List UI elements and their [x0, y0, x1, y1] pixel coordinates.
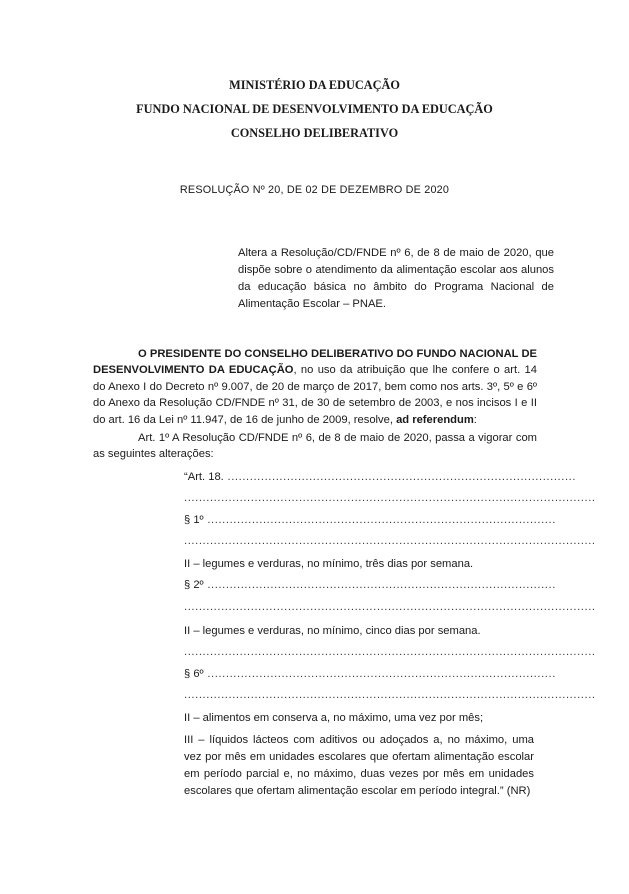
header-fund: FUNDO NACIONAL DE DESENVOLVIMENTO DA EDUCAÇÃO	[136, 102, 493, 116]
preamble-bold-lead: O PRESIDENTE DO CONSELHO DELIBERATIVO DO FUNDO NACIONAL DE DESENVOLVIMENTO DA EDUCAÇÃO	[93, 348, 537, 377]
preamble-text: , no uso da atribuição que lhe confere o art. 14 do Anexo I do Decreto nº 9.007, de 20 de março de 2017, bem como nos arts. 3º, 5º e 6º do Anexo da Resolução CD/FNDE nº 31, de 30 de setembro de 2003, e nos incisos I e II do art. 16 da Lei nº 11.947, de 16 de junho de 2009, resolve,	[93, 364, 537, 426]
preamble	[93, 346, 537, 428]
article-1-text: Art. 1º A Resolução CD/FNDE nº 6, de 8 de maio de 2020, passa a vigorar com as seguintes alterações:	[93, 432, 537, 461]
header-council: CONSELHO DELIBERATIVO	[230, 126, 399, 140]
par-6-item-2: II – alimentos em conserva a, no máximo, uma vez por mês;	[184, 712, 484, 724]
par-1-item-2: II – legumes e verduras, no mínimo, três dias por semana.	[184, 558, 474, 570]
par-6-label: § 6º	[184, 668, 204, 680]
par-2-item-2: II – legumes e verduras, no mínimo, cinco dias por semana.	[184, 625, 481, 637]
art-18-line: “Art. 18. ..............................................................................................	[184, 471, 577, 483]
par-2-line: § 2º ..............................................................................................	[184, 579, 556, 591]
document-header	[0, 73, 629, 145]
article-1	[93, 430, 537, 463]
resolution-title: RESOLUÇÃO Nº 20, DE 02 DE DEZEMBRO DE 2020	[179, 184, 450, 196]
par-6-item-3: III – líquidos lácteos com aditivos ou adoçados a, no máximo, uma vez por mês em unidades escolares que ofertam alimentação escolar em período parcial e, no máximo, duas vezes por mês em unidades escolares que ofertam alimentação escolar em período integral.” (NR)	[184, 734, 534, 797]
preamble-end: :	[473, 413, 477, 426]
dotted-line: ...............................................................................................................	[184, 601, 596, 613]
dotted-line: ...............................................................................................................	[184, 535, 596, 547]
par-6-line: § 6º ..............................................................................................	[184, 668, 556, 680]
par-1-line: § 1º ..............................................................................................	[184, 514, 556, 526]
par-1-label: § 1º	[184, 514, 204, 526]
dotted-line: ...............................................................................................................	[184, 492, 596, 504]
dotted-line: ...............................................................................................................	[184, 646, 596, 658]
header-ministry: MINISTÉRIO DA EDUCAÇÃO	[229, 78, 400, 92]
ementa: Altera a Resolução/CD/FNDE nº 6, de 8 de maio de 2020, que dispõe sobre o atendimento da alimentação escolar aos alunos da educação básica no âmbito do Programa Nacional de Alimentação Escolar – PNAE.	[238, 247, 554, 310]
par-2-label: § 2º	[184, 579, 204, 591]
dotted-line: ...............................................................................................................	[184, 689, 596, 701]
preamble-ad-referendum: ad referendum	[396, 413, 474, 426]
art-18-label: “Art. 18.	[184, 471, 224, 483]
